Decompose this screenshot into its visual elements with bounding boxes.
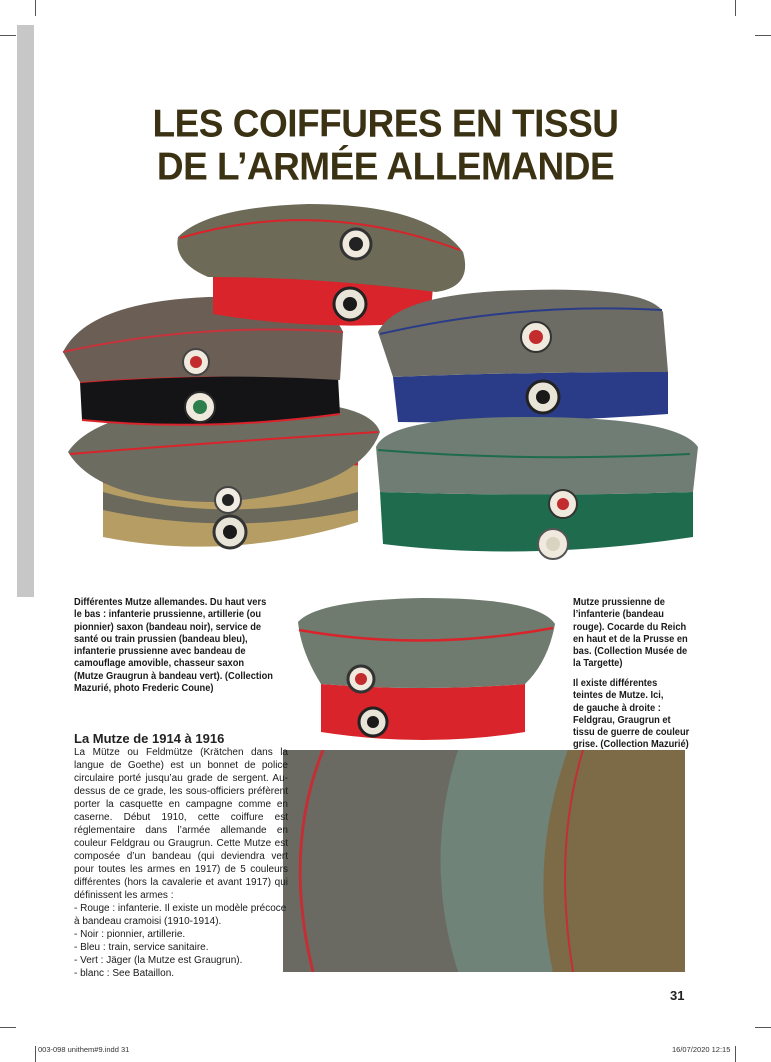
caption-line: le bas : infanterie prussienne, artillerie (ou [74,609,262,621]
crop-mark [735,1046,736,1062]
caption-line: rouge). Cocarde du Reich [573,621,687,633]
prussian-cap-photo [293,592,559,750]
cap-tints-illustration [283,750,685,972]
colour-tints-caption [573,678,689,752]
prussian-cap-illustration [293,592,559,750]
slug-file: 003-098 unithem#9.indd 31 [38,1045,130,1054]
body-text [74,746,288,980]
caption-line: Mutze prussienne de [573,597,665,608]
caption-line: pionnier) saxon (bandeau noir), service de [74,621,262,633]
list-item: - Noir : pionnier, artillerie. [74,929,186,940]
cap-tints-photo [283,750,685,972]
crop-mark [35,1046,36,1062]
crop-mark [35,0,36,16]
caption-line: bas. (Collection Musée de [573,646,688,658]
crop-mark [755,35,771,36]
caption-line: tissu de guerre de couleur [573,727,690,739]
caption-line: l’infanterie (bandeau [573,609,664,621]
page-number: 31 [670,988,685,1003]
caption-line: Il existe différentes [573,678,658,689]
margin-bar [17,25,34,597]
caption-line: la Targette) [573,658,623,670]
caption-line: teintes de Mutze. Ici, [573,690,664,702]
cap-green-band [380,492,693,552]
caption-line: Différentes Mutze allemandes. Du haut vers [74,597,267,608]
page-title [120,102,651,188]
crop-mark [0,1027,16,1028]
main-photo-caption [74,597,273,695]
caption-line: de gauche à droite : [573,702,661,714]
body-paragraph: La Mütze ou Feldmütze (Krätchen dans la langue de Goethe) est un bonnet de police circulaire porté jusqu’au grade de sergent. Au-dessus de ce grade, les sous-officiers préfèrent porter la casquette en campagne comme en caserne. Début 1910, cette coiffure est réglementaire dans l’armée allemande en couleur Feldgrau ou Graugrun. Cette Mutze est composée d’un bandeau (qui deviendra vert pour toutes les armes en 1917) de 5 couleurs différentes (hors la cavalerie et avant 1917) qui définissent les armes : [74,747,288,901]
crop-mark [735,0,736,16]
section-heading: La Mutze de 1914 à 1916 [74,731,225,746]
title-line: DE L’ARMÉE ALLEMANDE [156,145,615,189]
crop-mark [755,1027,771,1028]
stacked-caps-illustration [58,192,708,584]
cap-graugrun-crown [298,598,555,688]
title-line: LES COIFFURES EN TISSU [152,101,619,145]
list-item: - blanc : See Bataillon. [74,968,175,979]
list-item: - Rouge : infanterie. Il existe un modèle précoce à bandeau cramoisi (1910-1914). [74,903,287,927]
caption-line: Feldgrau, Graugrun et [573,714,671,726]
slug-date: 16/07/2020 12:15 [672,1045,731,1054]
stacked-caps-photo [58,192,708,584]
list-item: - Vert : Jäger (la Mutze est Graugrun). [74,955,243,966]
caption-line: infanterie prussienne avec bandeau de [74,646,246,658]
caption-line: grise. (Collection Mazurié) [573,739,689,751]
caption-line: santé ou train prussien (bandeau bleu), [74,633,248,645]
list-item: - Bleu : train, service sanitaire. [74,942,209,953]
fabric-feldgrau [283,750,458,972]
cap-red-band [321,684,525,740]
caption-line: camouflage amovible, chasseur saxon [74,658,245,670]
caption-line: en haut et de la Prusse en [573,633,688,645]
caption-line: Mazurié, photo Frederic Coune) [74,683,214,695]
caption-line: (Mutze Graugrun à bandeau vert). (Collection [74,670,273,682]
crop-mark [0,35,16,36]
prussian-cap-caption [573,597,688,671]
